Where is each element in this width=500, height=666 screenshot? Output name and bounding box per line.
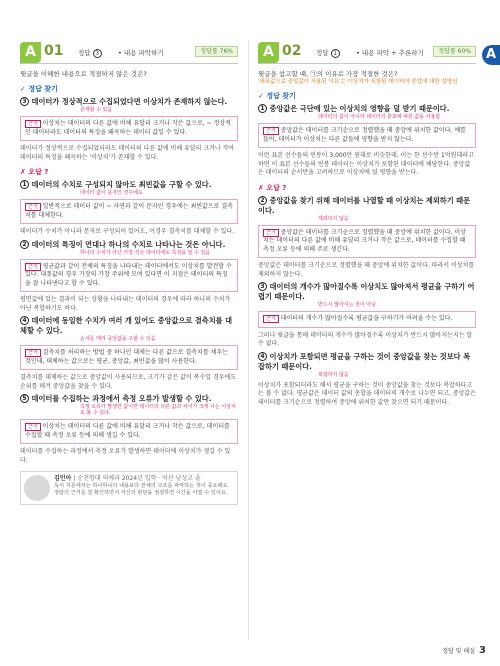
- choice-text: 데이터가 정상적으로 수집되었다면 이상치가 존재하지 않는다.: [31, 97, 228, 106]
- choice-text: 데이터의 수치로 구성되지 않아도 최빈값을 구할 수 있다.: [31, 180, 212, 189]
- evidence-label: 근거: [25, 203, 41, 211]
- choice-text: 중앙값은 극단에 있는 이상치의 영향을 덜 받기 때문이다.: [269, 104, 450, 113]
- pick-label: ✓ 정답 찾기: [20, 85, 58, 93]
- answer-badge: A: [258, 42, 279, 63]
- explanation: 평면값에 있는 결과이 되는 상황을 나타내는 데이터의 경우에 따라 하나의 수치가 아닌 복합하기도 하다.: [20, 296, 231, 312]
- question-number: 02: [282, 43, 302, 59]
- answer-label-text: 정답: [78, 49, 91, 57]
- choice-text: 데이터의 개수가 많아질수록 이상치도 많아져서 평균을 구하기 어렵기 때문이다.: [258, 282, 475, 301]
- evidence-text: 이상치는 데이터의 다른 값에 비해 유달리 크거나 작은 값으로, 데이터를 수집할 때 측정 오류 등에 의해 생길 수 있다.: [25, 423, 230, 439]
- item-block: [20, 394, 238, 465]
- item-block: [20, 240, 238, 314]
- choice-text: 중앙값을 찾기 위해 데이터를 나열할 때 이상치는 제외하기 때문이다.: [258, 195, 471, 215]
- item-block: [258, 104, 476, 178]
- choice-number: 1: [258, 104, 267, 113]
- evidence-text: 중앙값은 데이터를 크기순으로 정렬했을 때 중앙에 위치한 값이다. 이상치는 데이터의 다른 값에 비해 유달리 크거나 작은 값으로, 데이터를 수집할 때 측정 오류 등에 의해 주로 생긴다.: [263, 228, 466, 253]
- explanation: 그러나 윗글을 통해 데이터의 개수가 많아질수록 이상치가 반드시 많아지는지는 알 수 없다.: [258, 331, 473, 347]
- choice-note: 존재할 수 있음: [80, 107, 113, 113]
- evidence-box: [258, 311, 476, 328]
- explanation: 데이터가 수치가 아니라 문자로 구성되어 있어도, 이경우 결측치를 대체할 수 있다.: [20, 228, 235, 235]
- question-header: [20, 38, 238, 64]
- column-divider: [248, 40, 249, 640]
- evidence-label: 근거: [263, 127, 279, 135]
- wrong-label: ✗ 오답 ?: [20, 168, 49, 176]
- item-block: [20, 180, 238, 237]
- evidence-label: 근거: [263, 315, 279, 323]
- evidence-text: 데이터의 개수가 많아질수록 평균값을 구하기가 어려울 수는 있다.: [280, 315, 453, 322]
- evidence-label: 근거: [25, 423, 41, 431]
- item-block: [258, 282, 476, 349]
- mentor-profile: [20, 471, 238, 505]
- choice-number: 2: [20, 240, 29, 249]
- wrong-label: ✗ 오답 ?: [258, 183, 287, 192]
- choice-note: 데이터 값이 문자인 경우에도: [80, 190, 143, 196]
- evidence-text: 이상치는 데이터의 다른 값에 비해 유달리 크거나 작은 값으로, ~ 정상적인 데이터라도 데이터의 특징을 왜곡하는 데이터 값일 수 있다.: [25, 120, 231, 136]
- answer-number: 3: [93, 49, 102, 58]
- choice-note: 하나의 수치가 아닌 가장 적은 데이터에도 특징을 알 수 있음: [80, 249, 211, 256]
- answer-number: 1: [331, 49, 340, 58]
- evidence-box: [20, 116, 238, 141]
- choice-number: 3: [20, 97, 29, 106]
- choice-note: 반드시 많아지는 것이 아님: [318, 302, 376, 308]
- choice-note: 측정 오류가 발생한 값이면 데이터의 다른 값과 차이가 크게 나는 이상치로 볼 수 있다.: [80, 404, 236, 416]
- question-text: 윗글을 참고할 때, ㉠의 이유로 가장 적절한 것은?: [258, 70, 398, 78]
- correct-rate-badge: 정답률 60%: [433, 46, 476, 57]
- choice-text: 데이터에 동일한 수치가 여러 개 있어도 중앙값으로 결측치를 대체할 수 있다.: [20, 316, 233, 335]
- pick-label: ✓ 정답 찾기: [258, 92, 296, 100]
- choice-statement: [20, 316, 238, 336]
- profile-name-text: 김민아: [54, 475, 72, 482]
- item-block: [20, 97, 238, 162]
- evidence-box: [20, 345, 238, 370]
- section-badge: A: [482, 45, 500, 65]
- item-block: [20, 316, 238, 391]
- explanation: 데이터가 정상적으로 수집되었더라도 데이터의 다른 값에 비해 유달리 크거나 작아 데이터의 특징을 왜곡하는 '이상치'가 존재할 수 있다.: [20, 145, 235, 161]
- question-type-tag: • 내용 파악 + 추론하기: [356, 49, 424, 57]
- choice-statement: [258, 282, 476, 302]
- item-block: [258, 196, 476, 280]
- evidence-box: [258, 225, 476, 259]
- question-text: 윗글을 이해한 내용으로 적절하지 않은 것은?: [20, 70, 147, 78]
- pick-label-text: 정답 찾기: [266, 92, 296, 100]
- evidence-box: [258, 123, 476, 148]
- choice-number: 3: [258, 282, 267, 291]
- question-note: '대표값으로 중앙값이 사용된 이유'는 이상치가 포함된 데이터의 중앙에 대한 설명임: [258, 79, 458, 85]
- choice-note: 복잡하지 않음: [318, 371, 349, 378]
- evidence-label: 근거: [25, 120, 41, 128]
- pick-label-text: 정답 찾기: [28, 85, 58, 93]
- question-number: 01: [44, 43, 64, 59]
- evidence-text: 중앙값은 데이터를 크기순으로 정렬했을 때 중앙에 위치한 값이다. 예를 들어, 데이터가 이상치는 다른 값들에 영향을 받지 않는다.: [263, 127, 466, 143]
- evidence-label: 근거: [25, 263, 41, 271]
- evidence-box: [20, 419, 238, 444]
- choice-statement: [20, 240, 238, 250]
- choice-note: 순서를 매겨 중앙값을 구할 수 있음: [80, 336, 156, 342]
- profile-body: [54, 475, 234, 501]
- choice-statement: [20, 97, 238, 107]
- profile-school: | 순천향대 의예과 2024년 입학 · 익산 남성고 졸: [73, 475, 201, 482]
- choice-text: 데이터를 수집하는 과정에서 측정 오류가 발생할 수 있다.: [31, 394, 212, 403]
- footer-label: 정답 및 해설: [442, 648, 476, 655]
- choice-note: 제외하지 않음: [318, 215, 349, 222]
- question-header: [258, 38, 476, 64]
- answer-badge: A: [20, 42, 41, 63]
- evidence-text: 일반적으로 데이터 값이 ~ 자연과 같이 문자인 경우에는 최빈값으로 결측치를 대체한다.: [25, 203, 233, 219]
- choice-number: 1: [20, 180, 29, 189]
- answer-label: [78, 48, 102, 58]
- explanation: 데이터를 수집하는 과정에서 측정 오류가 발생하면 데이터에 이상치가 생길 수 있다.: [20, 448, 231, 464]
- avatar: [24, 475, 50, 501]
- profile-text: 독서 지문에서는 하나하나의 내용보다 전체의 구조를 파악하는 것이 중요해요. 정답의 근거를 잘 확인하면서 자신의 판단을 점검하면 시간을 아낄 수 있어요.: [54, 483, 230, 496]
- profile-name: [54, 475, 234, 483]
- choice-number: 4: [20, 316, 29, 325]
- choice-number: 2: [258, 196, 267, 205]
- choice-statement: [258, 104, 476, 114]
- choice-statement: [20, 180, 238, 190]
- explanation: 이상치가 포함되더라도 해서 평균을 구하는 것이 중앙값을 찾는 것보다 복잡하다고는 볼 수 없다. 평균값은 데이터 값의 총합을 데이터의 개수로 나누면 되고, 중앙값은 데이터를 크기순으로 정렬하여 중앙에 위치한 값만 찾으면 되기 때문이다.: [258, 381, 476, 406]
- evidence-text: 평균값과 같이 전체의 특징을 나타내는 데이터에서도 이상치를 발견할 수 있다. 대푯값의 경우 가장의 가장 주위에 모여 있다면 이 지점은 데이터의 특징을 잘 나타낸다고 할 수 있다.: [25, 262, 232, 287]
- explanation: 중앙값은 데이터를 크기순으로 정렬했을 때 중앙에 위치한 값이다. 따라서 이상치를 제외하지 않는다.: [258, 262, 475, 278]
- page-footer: [442, 645, 486, 656]
- right-column: [258, 38, 476, 407]
- choice-text: 데이터의 특징이 연대나 하나의 수치로 나타나는 것은 아니다.: [31, 239, 226, 249]
- answer-label-text: 정답: [316, 49, 329, 57]
- choice-statement: [258, 196, 476, 216]
- choice-text: 이상치가 포함되면 평균을 구하는 것이 중앙값을 찾는 것보다 복잡하기 때문이다.: [258, 351, 471, 371]
- evidence-box: [20, 199, 238, 224]
- explanation: 이런 표본 선수들의 연봉이 3,000만 원대로 비슷한데, 이는 한 선수만 1억원대라고 하면 이 표본 선수들의 연봉 데이터는 이상치가 포함된 데이터에 해당한다. 중앙값은 데이터의 순서만을 고려하므로 이상치에 덜 영향을 받는다.: [258, 152, 474, 176]
- item-block: [258, 352, 476, 408]
- explanation: 결측치를 대체하는 값으로 중앙값이 사용되므로, 크기가 같은 값이 복수일 경우에도 순위를 매겨 중앙값을 찾을 수 있다.: [20, 374, 237, 390]
- choice-statement: [20, 394, 238, 404]
- choice-note: 데이터의 값이 아니라 데이터의 분포에 따른 값을 사용함: [318, 114, 441, 120]
- evidence-label: 근거: [263, 229, 279, 237]
- evidence-box: [20, 259, 238, 293]
- left-column: [20, 38, 238, 505]
- page-number: 3: [479, 645, 486, 656]
- choice-statement: [258, 352, 476, 372]
- choice-number: 4: [258, 352, 267, 361]
- choice-number: 5: [20, 394, 29, 403]
- evidence-text: 결측치를 처리하는 방법 중 하나인 대체는 다른 값으로 결측치를 채우는 것인데, 대체하는 값으로는 평균, 중앙값, 최빈값을 많이 사용한다.: [25, 349, 228, 365]
- answer-label: [316, 48, 340, 58]
- evidence-label: 근거: [25, 349, 41, 357]
- question-type-tag: • 내용 파악하기: [118, 49, 164, 57]
- correct-rate-badge: 정답률 76%: [195, 46, 238, 57]
